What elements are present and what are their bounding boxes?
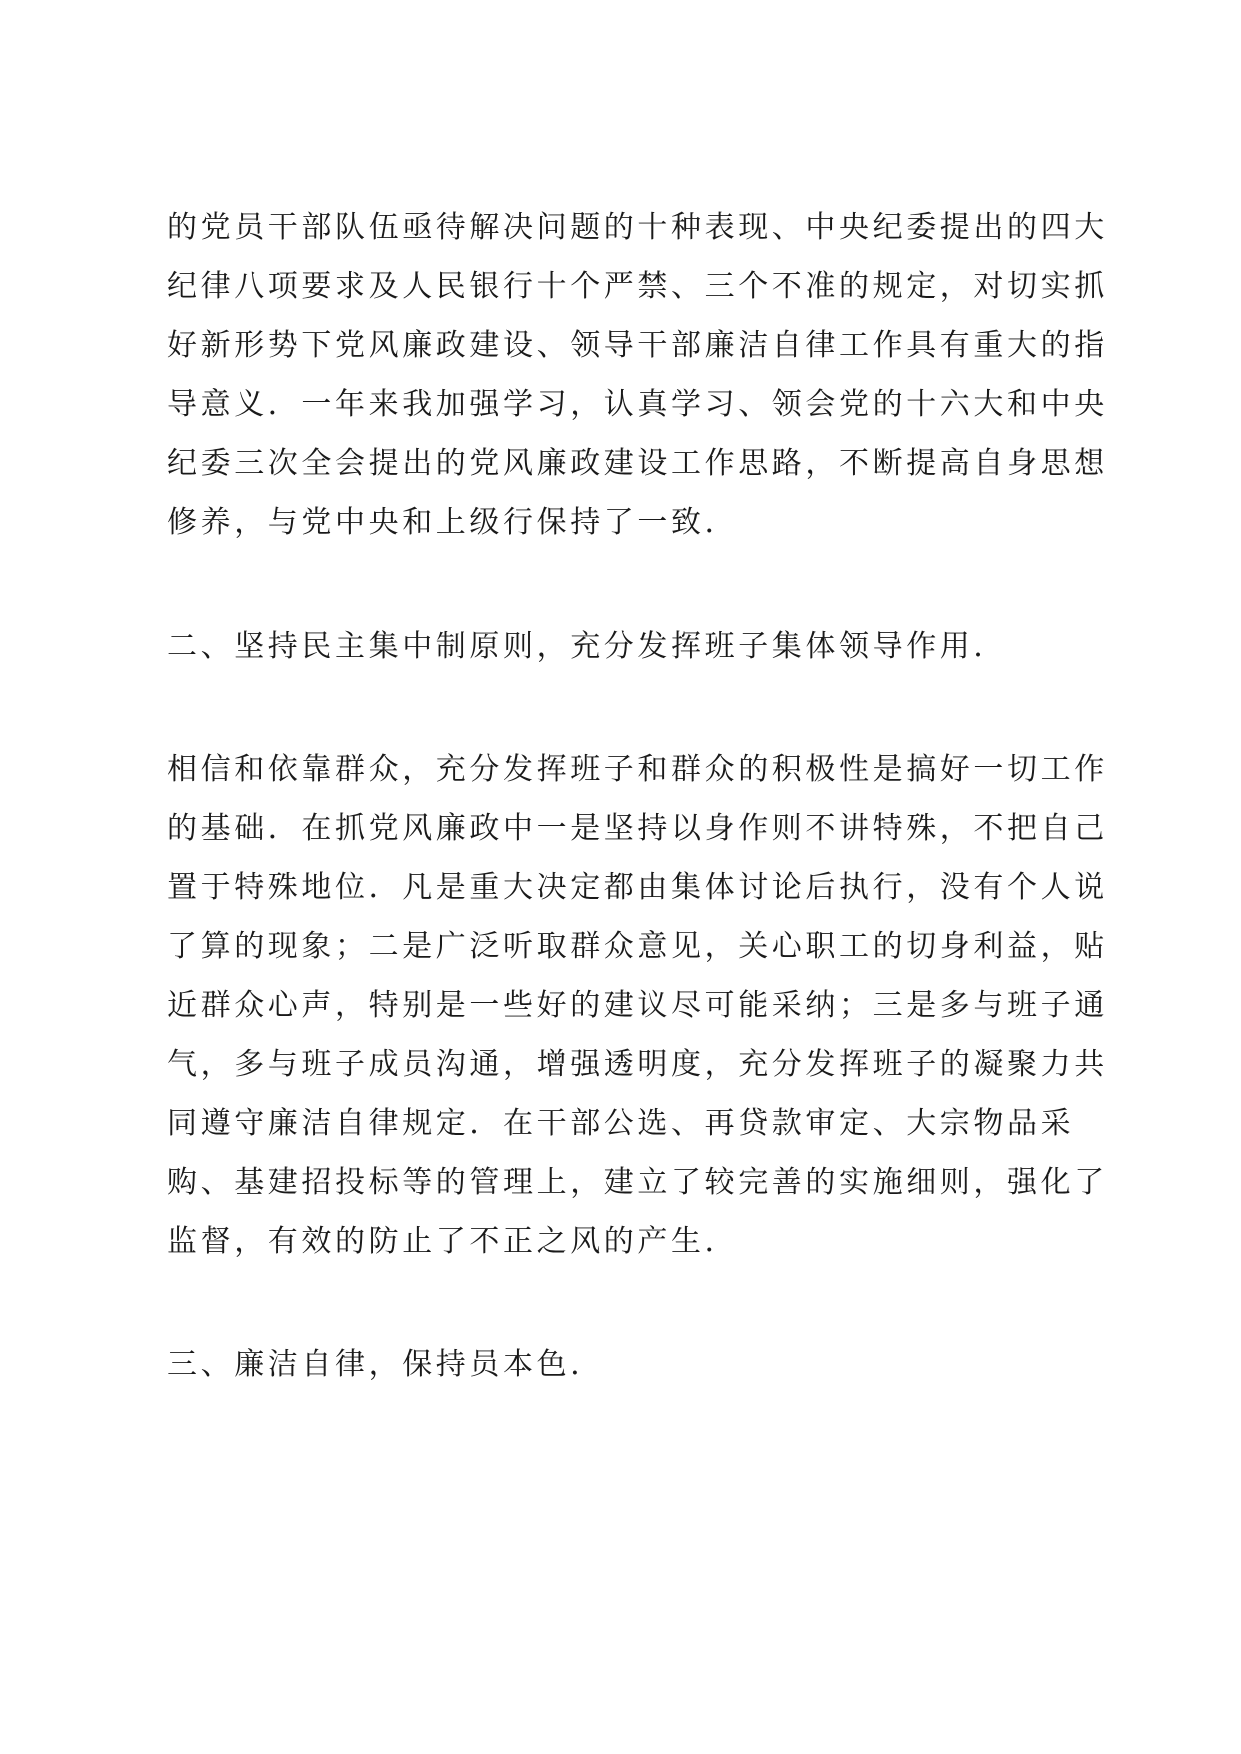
paragraph-line: 气，多与班子成员沟通，增强透明度，充分发挥班子的凝聚力共 (167, 1047, 1108, 1082)
paragraph-line: 近群众心声，特别是一些好的建议尽可能采纳；三是多与班子通 (167, 988, 1108, 1023)
paragraph-line: 同遵守廉洁自律规定．在干部公选、再贷款审定、大宗物品采 (167, 1106, 1075, 1141)
paragraph-line: 纪委三次全会提出的党风廉政建设工作思路，不断提高自身思想 (167, 446, 1108, 481)
section-heading: 三、廉洁自律，保持员本色． (167, 1347, 604, 1382)
paragraph-line: 好新形势下党风廉政建设、领导干部廉洁自律工作具有重大的指 (167, 328, 1108, 363)
paragraph-line: 监督，有效的防止了不正之风的产生． (167, 1224, 739, 1259)
paragraph-line: 的党员干部队伍亟待解决问题的十种表现、中央纪委提出的四大 (167, 210, 1108, 245)
paragraph-line: 置于特殊地位．凡是重大决定都由集体讨论后执行，没有个人说 (167, 870, 1108, 905)
paragraph-line: 纪律八项要求及人民银行十个严禁、三个不准的规定，对切实抓 (167, 269, 1108, 304)
paragraph-line: 修养，与党中央和上级行保持了一致． (167, 505, 739, 540)
section-heading: 二、坚持民主集中制原则，充分发挥班子集体领导作用． (167, 629, 1007, 664)
paragraph-line: 相信和依靠群众，充分发挥班子和群众的积极性是搞好一切工作 (167, 752, 1108, 787)
paragraph-line: 了算的现象；二是广泛听取群众意见，关心职工的切身利益，贴 (167, 929, 1108, 964)
paragraph-line: 的基础．在抓党风廉政中一是坚持以身作则不讲特殊，不把自己 (167, 811, 1108, 846)
paragraph-line: 导意义．一年来我加强学习，认真学习、领会党的十六大和中央 (167, 387, 1108, 422)
paragraph-line: 购、基建招投标等的管理上，建立了较完善的实施细则，强化了 (167, 1165, 1108, 1200)
